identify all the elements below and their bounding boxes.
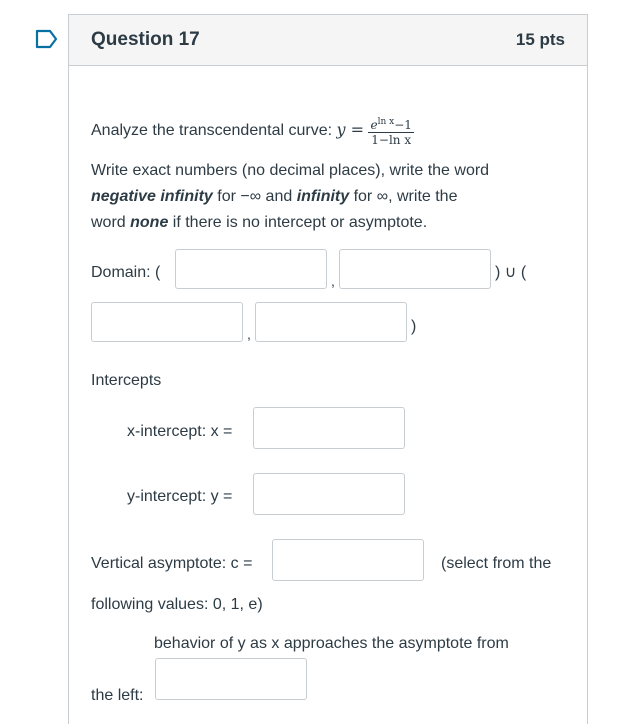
y-intercept-input[interactable] (253, 473, 405, 515)
formula-fraction (368, 115, 413, 147)
x-intercept-label: x-intercept: x = (127, 423, 233, 440)
negative-infinity-word: negative infinity (91, 188, 213, 205)
instructions-text: word (91, 214, 131, 231)
left-behavior-label: the left: (91, 687, 144, 704)
domain-input-4[interactable] (255, 302, 407, 342)
domain-input-1[interactable] (175, 249, 327, 289)
domain-union: ) ∪ ( (495, 264, 527, 281)
instructions-text: if there is no intercept or asymptote. (168, 214, 428, 231)
instructions-text: for ∞, write the (349, 188, 458, 205)
select-hint: (select from the (441, 555, 552, 572)
question-card (68, 14, 588, 724)
question-title: Question 17 (91, 29, 200, 50)
domain-comma-1: , (331, 273, 335, 289)
domain-close: ) (411, 318, 417, 335)
numerator-exponent: ln x (377, 117, 395, 127)
behavior-text: behavior of y as x approaches the asymptote from (154, 635, 509, 652)
denominator: 1−ln x (371, 133, 412, 147)
analyze-text: Analyze the transcendental curve: (91, 122, 337, 140)
bookmark-flag-icon[interactable] (35, 29, 59, 49)
instructions-line-2 (91, 184, 457, 210)
domain-label: Domain: ( (91, 264, 161, 281)
vertical-asymptote-input[interactable] (272, 539, 424, 581)
none-word: none (130, 214, 169, 231)
y-intercept-label: y-intercept: y = (127, 488, 233, 505)
x-intercept-input[interactable] (253, 407, 405, 449)
numerator-tail: −1 (394, 118, 412, 132)
values-hint: following values: 0, 1, e) (91, 596, 263, 613)
analyze-line (91, 115, 414, 147)
vertical-asymptote-label: Vertical asymptote: c = (91, 555, 253, 572)
domain-input-2[interactable] (339, 249, 491, 289)
question-points: 15 pts (515, 30, 565, 49)
domain-input-3[interactable] (91, 302, 243, 342)
instructions-text: for −∞ and (212, 188, 297, 205)
instructions-line-1: Write exact numbers (no decimal places), write the word (91, 162, 490, 179)
instructions-line-3 (91, 210, 427, 236)
question-header (69, 15, 587, 66)
infinity-word: infinity (296, 188, 350, 205)
left-behavior-input[interactable] (155, 658, 307, 700)
y-equals: y = (336, 120, 365, 140)
intercepts-heading: Intercepts (91, 372, 162, 389)
domain-comma-2: , (247, 326, 251, 342)
numerator-base: e (370, 118, 378, 132)
